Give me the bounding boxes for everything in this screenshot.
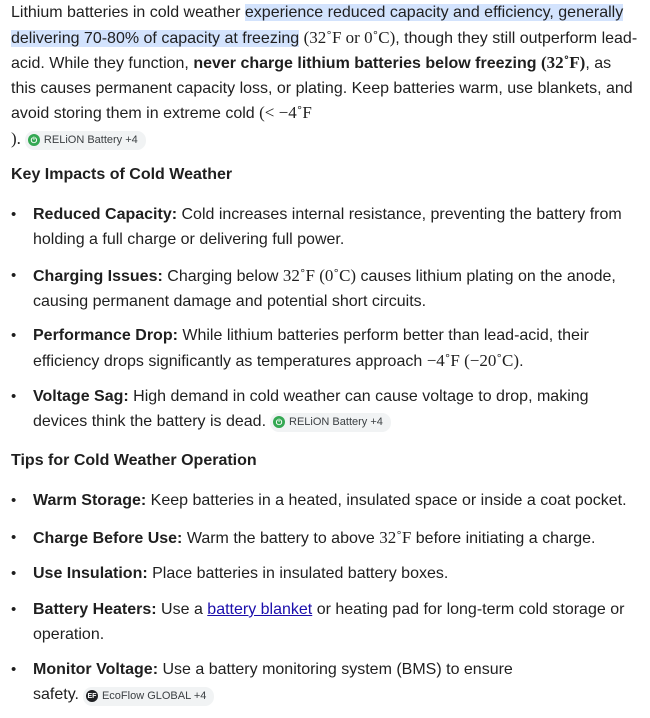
source-chip-relion[interactable]: ⏻ RELiON Battery +4 xyxy=(270,413,391,432)
list-item: • Monitor Voltage: Use a battery monitoring system (BMS) to ensure safety. EF EcoFlow GLOBAL +4 xyxy=(11,658,639,707)
bullet-icon: • xyxy=(11,565,17,582)
list-item: • Reduced Capacity: Cold increases internal resistance, preventing the battery from holding a full charge or delivering full power. xyxy=(11,203,639,252)
section-heading-tips: Tips for Cold Weather Operation xyxy=(11,452,257,469)
battery-blanket-link[interactable]: battery blanket xyxy=(207,601,313,618)
bullet-icon: • xyxy=(11,661,17,678)
relion-logo-icon: ⏻ xyxy=(28,134,40,146)
relion-logo-icon: ⏻ xyxy=(273,416,285,428)
bullet-icon: • xyxy=(11,529,17,546)
source-chip-ecoflow[interactable]: EF EcoFlow GLOBAL +4 xyxy=(83,687,214,706)
bullet-icon: • xyxy=(11,492,17,509)
source-chip-relion[interactable]: ⏻ RELiON Battery +4 xyxy=(25,131,146,150)
bullet-icon: • xyxy=(11,206,17,223)
temp-extreme: (< −4˚F xyxy=(259,103,312,122)
intro-paragraph: Lithium batteries in cold weather experience reduced capacity and efficiency, generally delivering 70-80% of capacity at freezing (32˚F or 0˚C), though they still outperform lead-acid. While they function, never charge lithium batteries below freezing (32˚F), as this causes permanent capacity loss, or plating. Keep batteries warm, use blankets, and avoid storing them in extreme cold (< −4˚F ). ⏻ RELiON Battery +4 xyxy=(11,4,638,148)
list-item: • Voltage Sag: High demand in cold weather can cause voltage to drop, making devices think the battery is dead. ⏻ RELiON Battery +4 xyxy=(11,385,639,434)
list-item: • Battery Heaters: Use a battery blanket or heating pad for long-term cold storage or operation. xyxy=(11,598,639,647)
temp-warning: (32˚F) xyxy=(540,53,586,72)
bullet-icon: • xyxy=(11,601,17,618)
highlighted-text: experience reduced capacity and efficiency, generally delivering 70-80% of capacity at freezing xyxy=(11,4,624,47)
list-item: • Charging Issues: Charging below 32˚F (0˚C) causes lithium plating on the anode, causing permanent damage and potential short circuits. xyxy=(11,266,616,310)
bullet-icon: • xyxy=(11,327,17,344)
bullet-icon: • xyxy=(11,388,17,405)
ecoflow-logo-icon: EF xyxy=(86,690,98,702)
section-heading-impacts: Key Impacts of Cold Weather xyxy=(11,166,233,183)
bullet-icon: • xyxy=(11,267,17,284)
list-item: • Use Insulation: Place batteries in insulated battery boxes. xyxy=(11,562,639,587)
warning-text: never charge lithium batteries below freezing xyxy=(193,55,541,72)
list-item: • Warm Storage: Keep batteries in a heated, insulated space or inside a coat pocket. xyxy=(11,489,639,514)
list-item: • Performance Drop: While lithium batteries perform better than lead-acid, their efficiency drops significantly as temperatures approach −4˚F (−20˚C). xyxy=(11,324,639,374)
temp-freezing: (32˚F or 0˚C) xyxy=(303,27,396,47)
list-item: • Charge Before Use: Warm the battery to above 32˚F before initiating a charge. xyxy=(11,526,639,552)
